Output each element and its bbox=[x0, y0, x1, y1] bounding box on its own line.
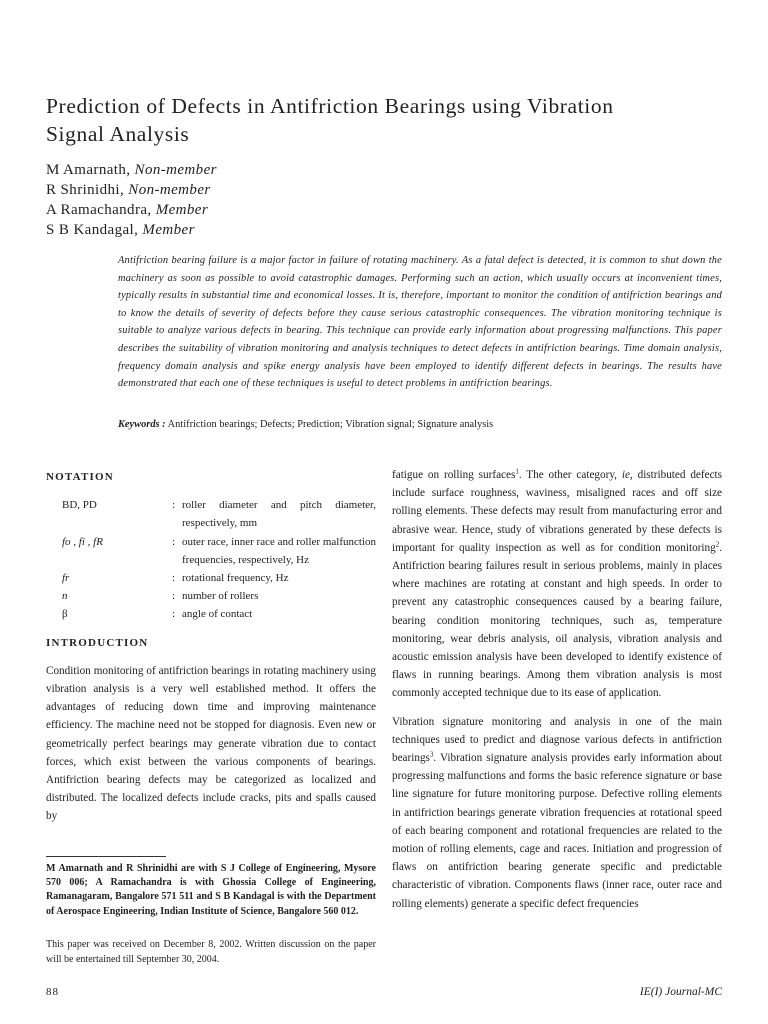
notation-definition: roller diameter and pitch diameter, respectively, mm bbox=[182, 499, 376, 530]
author-name: A Ramachandra, bbox=[46, 202, 156, 218]
notation-list bbox=[46, 496, 376, 623]
notation-row bbox=[46, 496, 376, 532]
notation-symbol: β bbox=[62, 608, 68, 621]
author-affiliation: M Amarnath and R Shrinidhi are with S J College of Engineering, Mysore 570 006; A Ramachandra is with Ghossia College of Engineering, Ramanagaram, Bangalore 571 511 and S B Kandagal is with the Department of Aerospace Engineering, Indian Institute of Science, Bangalore 560 012. bbox=[46, 863, 376, 917]
notation-colon: : bbox=[172, 590, 176, 603]
citation-ref: 3 bbox=[429, 750, 434, 759]
notation-definition: outer race, inner race and roller malfunction frequencies, respectively, Hz bbox=[182, 535, 376, 566]
notation-row bbox=[46, 605, 376, 623]
notation-row bbox=[46, 533, 376, 569]
citation-ref: 2 bbox=[715, 540, 720, 549]
keywords-text: Antifriction bearings; Defects; Prediction; Vibration signal; Signature analysis bbox=[167, 419, 494, 430]
author-line bbox=[46, 180, 217, 200]
author-name: S B Kandagal, bbox=[46, 222, 143, 238]
paper-title: Prediction of Defects in Antifriction Bearings using Vibration Signal Analysis bbox=[46, 94, 614, 146]
notation-colon: : bbox=[172, 608, 176, 621]
author-name: M Amarnath, bbox=[46, 162, 135, 178]
notation-row bbox=[46, 587, 376, 605]
keywords-label: Keywords : bbox=[118, 419, 166, 430]
text-run: . The other category, bbox=[518, 469, 622, 481]
author-role: Member bbox=[155, 202, 209, 218]
notation-heading: NOTATION bbox=[46, 471, 114, 483]
notation-colon: : bbox=[172, 535, 176, 548]
notation-symbol: BD, PD bbox=[62, 499, 97, 512]
footnote-rule bbox=[46, 856, 166, 857]
author-role: Non-member bbox=[134, 162, 217, 178]
notation-row bbox=[46, 569, 376, 587]
introduction-heading: INTRODUCTION bbox=[46, 636, 149, 649]
right-column bbox=[392, 466, 722, 913]
received-note: This paper was received on December 8, 2002. Written discussion on the paper will be entertained till September 30, 2004. bbox=[46, 939, 376, 965]
text-run: . Antifriction bearing failures result in serious problems, mainly in places where machines are rotating at constant and high speeds. In order to prevent any catastrophic consequences caused by a bearing failure, bearing condition monitoring techniques, such as, temperature monitoring, wear debris analysis, oil analysis, vibration analysis and acoustic emission analysis have been developed to identify existence of flaws in running bearings. Among them vibration analysis is most commonly accepted technique due to its ease of application. bbox=[392, 541, 722, 700]
author-list bbox=[46, 160, 217, 240]
author-line bbox=[46, 200, 217, 220]
notation-definition: rotational frequency, Hz bbox=[182, 572, 289, 585]
text-run: Vibration signature monitoring and analysis in one of the main techniques used to predict and diagnose various defects in antifriction bearings bbox=[392, 715, 722, 765]
journal-name: IE(I) Journal-MC bbox=[639, 986, 722, 998]
author-name: R Shrinidhi, bbox=[46, 182, 129, 198]
text-run: distributed defects include surface roughness, waviness, misaligned races and off size rolling elements. These defects may result from manufacturing error and abrasive wear. Hence, study of vibrations generated by these defects is important for quality inspection as well as for condition monitoring bbox=[392, 469, 722, 554]
page-number: 88 bbox=[46, 986, 59, 998]
keywords bbox=[118, 418, 493, 432]
citation-ref: 1 bbox=[515, 467, 519, 476]
notation-symbol: fr bbox=[62, 572, 70, 585]
author-role: Member bbox=[142, 222, 195, 238]
body-paragraph bbox=[392, 466, 722, 703]
author-line bbox=[46, 160, 217, 180]
text-run: fatigue on rolling surfaces bbox=[392, 469, 516, 481]
notation-symbol: n bbox=[62, 590, 68, 603]
notation-definition: number of rollers bbox=[182, 590, 259, 603]
author-role: Non-member bbox=[128, 182, 211, 198]
author-line bbox=[46, 220, 217, 240]
text-run: . Vibration signature analysis provides early information about progressing malfunctions and forms the basic reference signature or base line signature for future monitoring purpose. Defective rolling elements in antifriction bearings generate vibration frequencies at rotational speed of each bearing component and rotational frequencies are related to the motion of rolling elements, cage and races. Initiation and progression of flaws on antifriction bearing generate specific and predictable characteristic of vibration. Components flaws (inner race, outer race and rolling elements) generate a specific defect frequencies bbox=[392, 752, 722, 910]
body-paragraph bbox=[392, 713, 722, 913]
notation-colon: : bbox=[172, 499, 176, 512]
introduction-paragraph: Condition monitoring of antifriction bearings in rotating machinery using vibration analysis is a very well established method. It offers the advantages of reducing down time and improving maintenance efficiency. The machine need not be stopped for diagnosis. Even new or geometrically perfect bearings may generate vibration due to contact forces, which exist between the various components of bearings. Antifriction bearing defects may be categorized as localized and distributed. The localized defects include cracks, pits and spalls caused by bbox=[46, 664, 376, 823]
left-column bbox=[46, 468, 376, 826]
notation-symbol: fo , fi , fR bbox=[62, 535, 103, 548]
notation-definition: angle of contact bbox=[182, 608, 253, 621]
notation-colon: : bbox=[172, 572, 176, 585]
text-run: ie, bbox=[621, 469, 633, 481]
abstract: Antifriction bearing failure is a major factor in failure of rotating machinery. As a fatal defect is detected, it is common to shut down the machinery as soon as possible to avoid catastrophic damages. Performing such an action, which usually occurs at inconvenient times, typically results in substantial time and economical losses. It is, therefore, important to monitor the condition of antifriction bearings and to know the details of severity of defects before they cause serious catastrophic consequences. The vibration monitoring technique is suitable to analyze various defects in bearing. This technique can provide early information about progressing malfunctions. This paper describes the suitability of vibration monitoring and analysis techniques to detect defects in antifriction bearings. Time domain analysis, frequency domain analysis and spike energy analysis have been employed to identify different defects in bearings. The results have demonstrated that each one of these techniques is useful to detect problems in antifriction bearings. bbox=[118, 255, 722, 390]
